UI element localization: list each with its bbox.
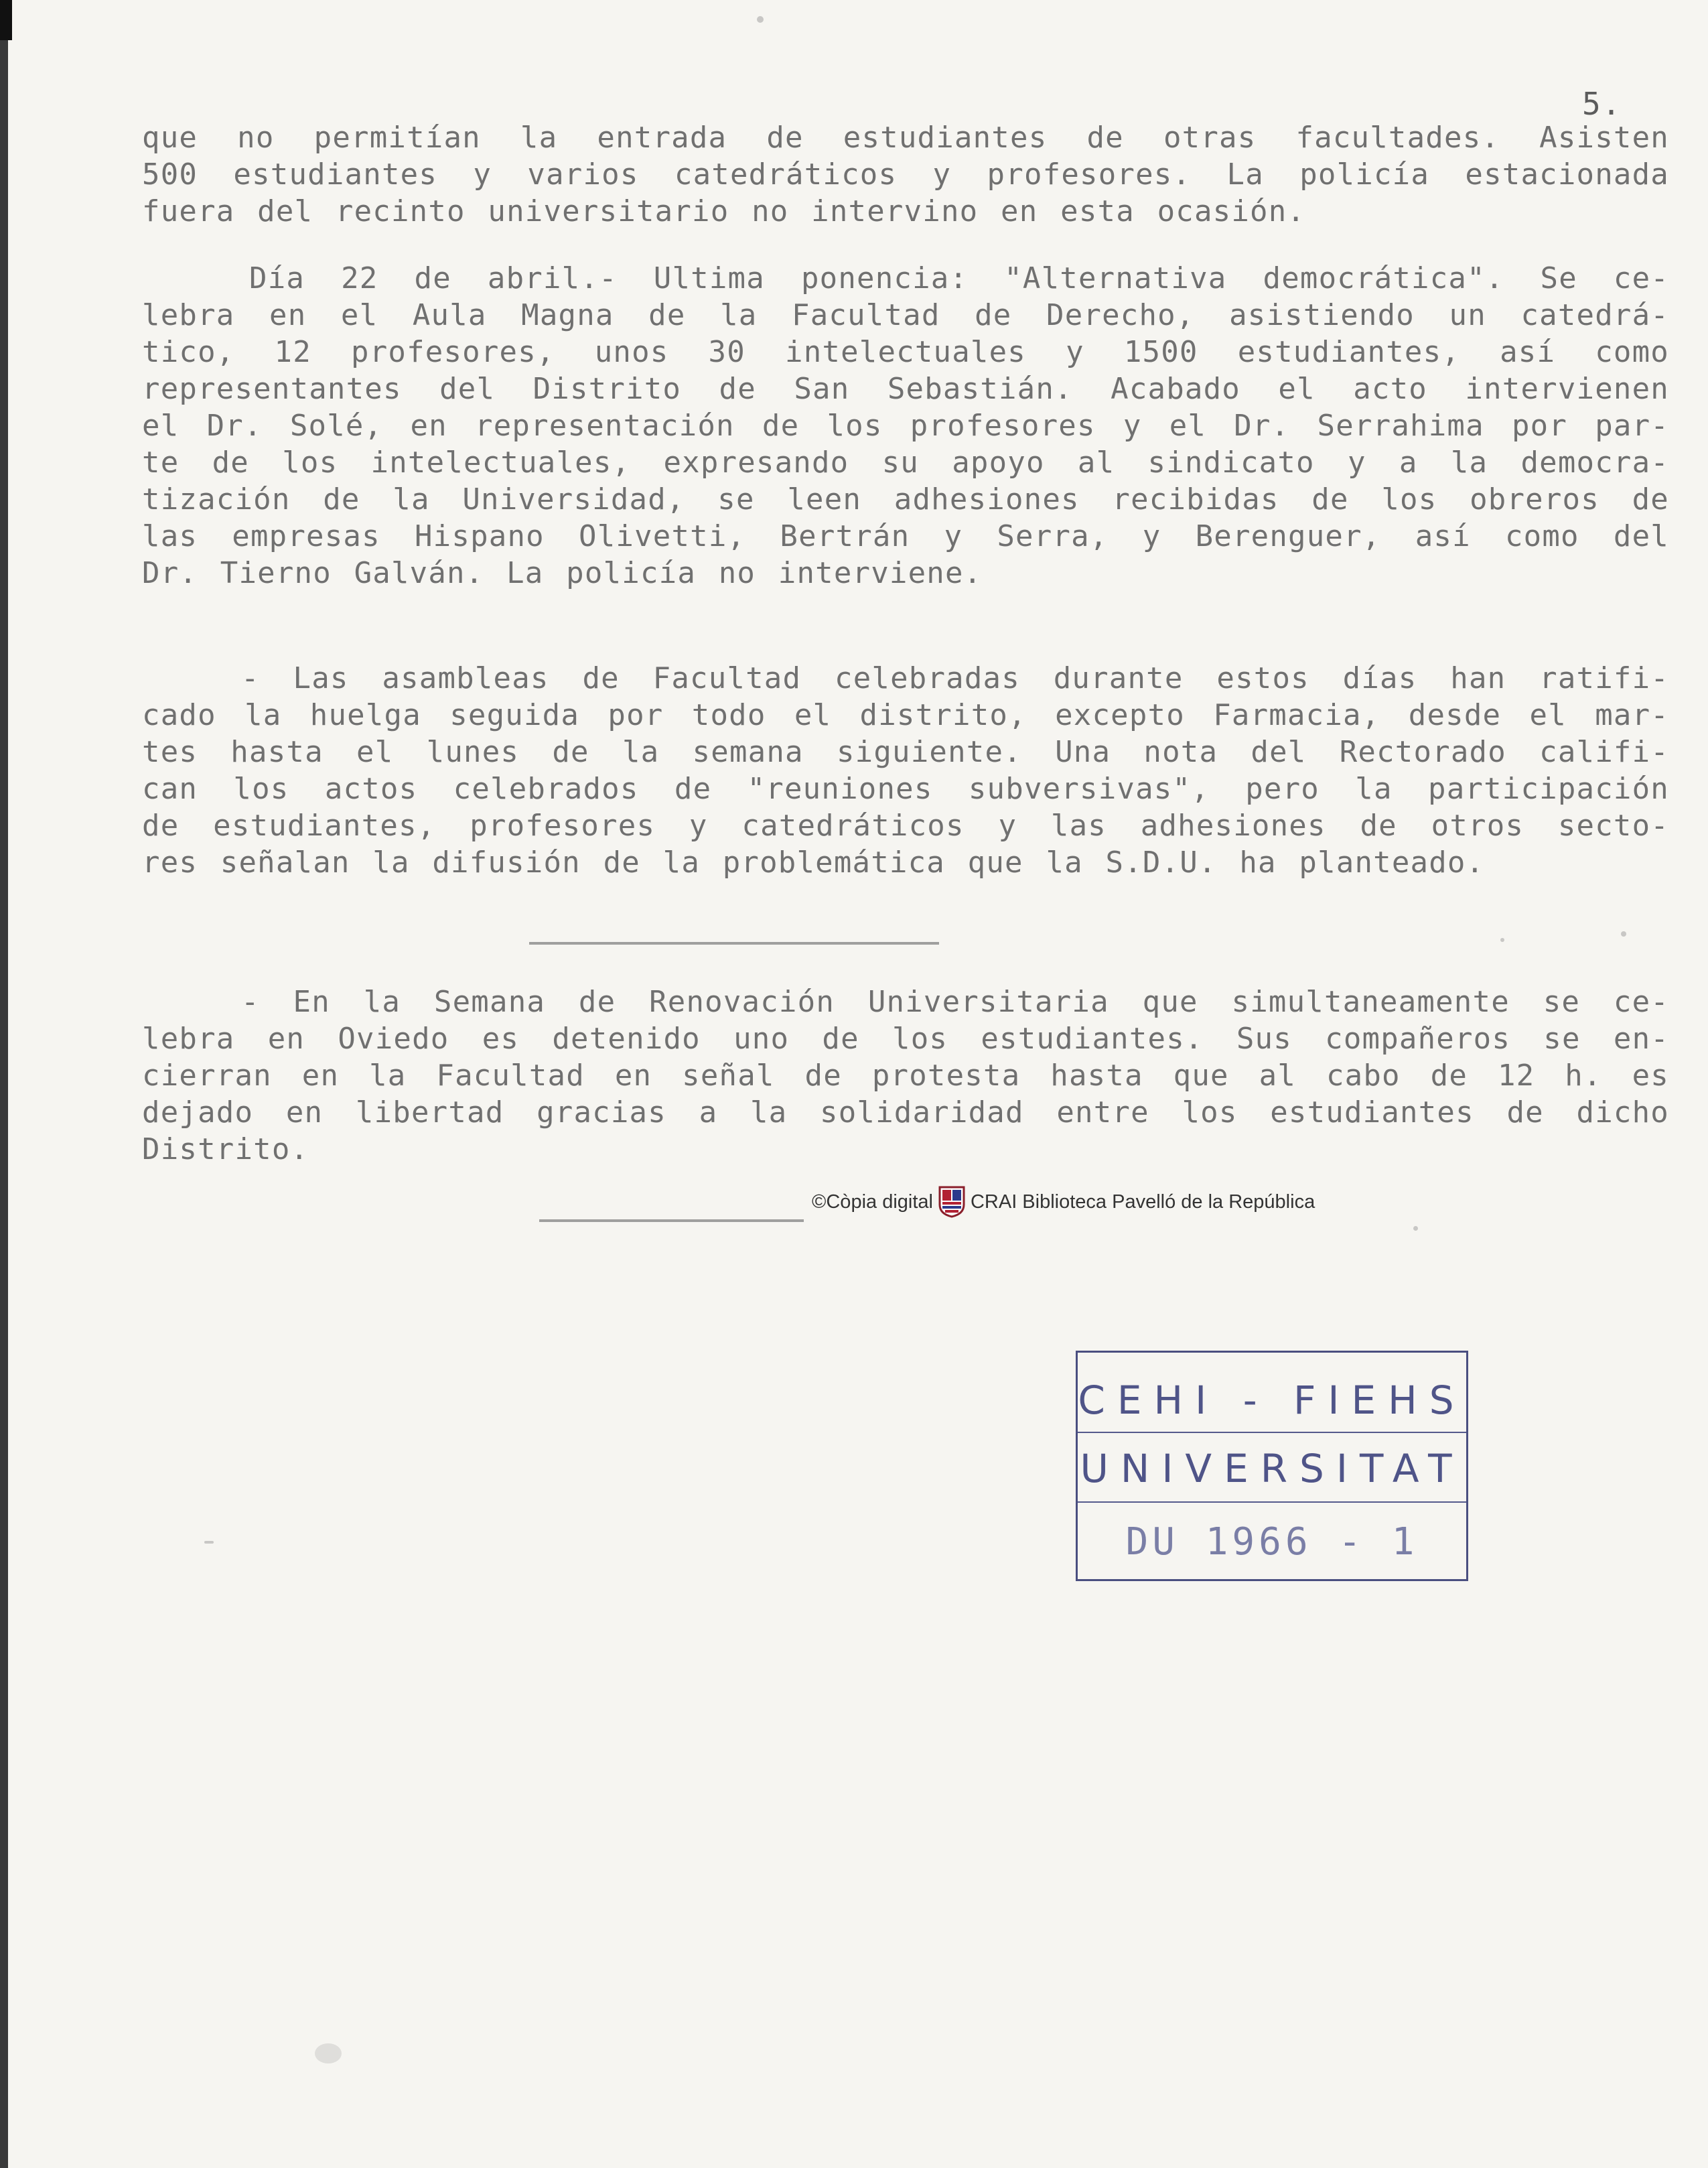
page-number: 5. <box>1582 86 1622 122</box>
text-line: lebra en el Aula Magna de la Facultad de Derecho, asistiendo un catedrá- <box>142 298 1669 332</box>
text-line: Distrito. <box>142 1132 309 1166</box>
paragraph-2 <box>142 260 1669 592</box>
end-divider <box>539 1219 804 1222</box>
text-line: dejado en libertad gracias a la solidaridad entre los estudiantes de dicho <box>142 1095 1669 1130</box>
stamp-line-2: UNIVERSITAT <box>1078 1433 1466 1503</box>
text-line: cierran en la Facultad en señal de protesta hasta que al cabo de 12 h. es <box>142 1059 1669 1093</box>
text-line: 500 estudiantes y varios catedráticos y profesores. La policía estacionada <box>142 157 1669 192</box>
paragraph-4 <box>142 984 1669 1168</box>
stamp-line-1: CEHI - FIEHS <box>1078 1371 1466 1433</box>
crai-shield-icon <box>938 1186 965 1218</box>
stamp-line-3: DU 1966 - 1 <box>1125 1520 1419 1564</box>
text-line: fuera del recinto universitario no intervino en esta ocasión. <box>142 194 1306 228</box>
scan-speck <box>1500 938 1504 942</box>
text-line: - En la Semana de Renovación Universitaria que simultaneamente se ce- <box>241 985 1669 1019</box>
text-line: res señalan la difusión de la problemática que la S.D.U. ha planteado. <box>142 845 1485 880</box>
section-divider <box>529 942 939 945</box>
text-line: lebra en Oviedo es detenido uno de los estudiantes. Sus compañeros se en- <box>142 1022 1669 1056</box>
text-line: te de los intelectuales, expresando su apoyo al sindicato y a la democra- <box>142 446 1669 480</box>
text-line: las empresas Hispano Olivetti, Bertrán y Serra, y Berenguer, así como del <box>142 519 1669 553</box>
scan-speck <box>1621 931 1626 937</box>
paragraph-1 <box>142 119 1669 230</box>
text-line: - Las asambleas de Facultad celebradas durante estos días han ratifi- <box>241 661 1669 695</box>
text-line: cado la huelga seguida por todo el distrito, excepto Farmacia, desde el mar- <box>142 698 1669 732</box>
archive-stamp <box>1076 1351 1468 1581</box>
text-line: Dr. Tierno Galván. La policía no interviene. <box>142 556 983 590</box>
copyright-watermark <box>812 1186 1315 1218</box>
scan-corner-mark <box>0 0 12 40</box>
text-line: que no permitían la entrada de estudiantes de otras facultades. Asisten <box>142 121 1669 155</box>
scan-left-edge <box>0 0 8 2168</box>
paragraph-3 <box>142 660 1669 881</box>
text-line: representantes del Distrito de San Sebastián. Acabado el acto intervienen <box>142 372 1669 406</box>
text-line: tes hasta el lunes de la semana siguiente. Una nota del Rectorado califi- <box>142 735 1669 769</box>
scan-speck <box>1413 1226 1418 1231</box>
text-line: Día 22 de abril.- Ultima ponencia: "Alternativa democrática". Se ce- <box>249 261 1669 295</box>
text-line: de estudiantes, profesores y catedráticos y las adhesiones de otros secto- <box>142 809 1669 843</box>
scan-smudge <box>315 2043 342 2063</box>
text-line: tico, 12 profesores, unos 30 intelectuales y 1500 estudiantes, así como <box>142 335 1669 369</box>
watermark-left-text: ©Còpia digital <box>812 1191 933 1213</box>
text-line: can los actos celebrados de "reuniones subversivas", pero la participación <box>142 772 1669 806</box>
scan-speck <box>757 16 764 23</box>
scan-speck <box>204 1541 214 1544</box>
watermark-right-text: CRAI Biblioteca Pavelló de la República <box>970 1191 1315 1213</box>
text-line: tización de la Universidad, se leen adhesiones recibidas de los obreros de <box>142 482 1669 517</box>
text-line: el Dr. Solé, en representación de los profesores y el Dr. Serrahima por par- <box>142 409 1669 443</box>
